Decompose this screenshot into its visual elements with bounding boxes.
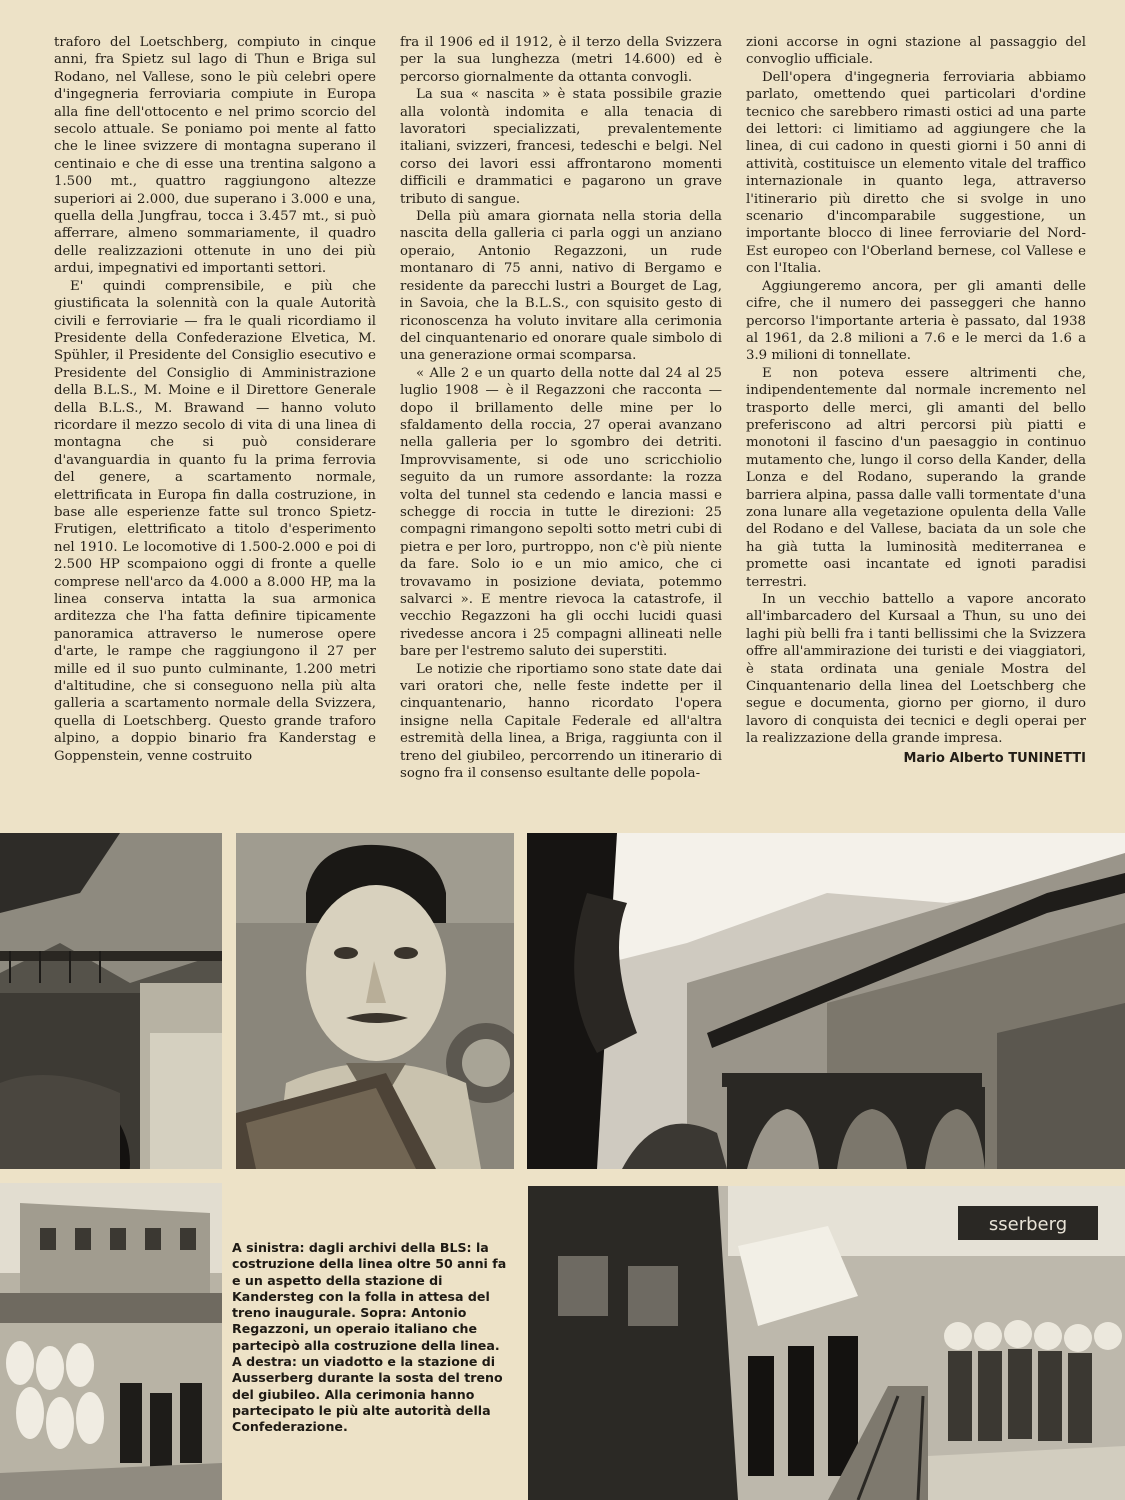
article-column-3: [746, 34, 1086, 824]
paragraph: Della più amara giornata nella storia della nascita della galleria ci parla oggi un anziano operaio, Antonio Regazzoni, un rude montanaro di 75 anni, nativo di Bergamo e residente da parecchi lustri a Bourget de Lag, in Savoia, che la B.L.S., con squisito gesto di riconoscenza ha voluto invitare alla cerimonia del cinquantenario ed onorare quale simbolo di una generazione ormai scomparsa.: [400, 209, 722, 364]
photo-kandersteg-station: [0, 1183, 222, 1500]
paragraph: E' quindi comprensibile, e più che giustificata la solennità con la quale Autorità civili e ferroviarie — fra le quali ricordiamo il Presidente della Confederazione Elvetica, M. Spühler, il Presidente del Consiglio esecutivo e Presidente del Consiglio di Amministrazione della B.L.S., M. Moine e il Direttore Generale della B.L.S., M. Brawand — hanno voluto ricordare il mezzo secolo di vita di una linea di montagna che si può considerare d'avanguardia in quanto fu la prima ferrovia del genere, a scartamento normale, elettrificata in Europa fin dalla costruzione, in base alle esperienze fatte sul tronco Spietz-Frutigen, elettrificato a titolo d'esperimento nel 1910. Le locomotive di 1.500-2.000 e poi di 2.500 HP scompaiono oggi di fronte a quelle comprese nell'arco da 4.000 a 8.000 HP, ma la linea conserva intatta la sua armonica arditezza che l'ha fatta definire tipicamente panoramica attraverso le numerose opere d'arte, le rampe che raggiungono il 27 per mille ed il suo punto culminante, 1.200 metri d'altitudine, che si conseguono nella più alta galleria a scartamento normale della Svizzera, quella di Loetschberg. Questo grande traforo alpino, a doppio binario fra Kanderstag e Goppenstein, venne costruito: [54, 278, 376, 764]
paragraph: traforo del Loetschberg, compiuto in cinque anni, fra Spietz sul lago di Thun e Briga sul Rodano, nel Vallese, sono le più celebri opere d'ingegneria ferroviaria compiute in Europa alla fine dell'ottocento e nel primo scorcio del secolo attuale. Se poniamo poi mente al fatto che le linee svizzere di montagna superano il centinaio e che di esse una trentina salgono a 1.500 mt., quattro raggiungono altezze superiori ai 2.000, due superano i 3.000 e una, quella della Jungfrau, tocca i 3.457 mt., si può afferrare, almeno sommariamente, il quadro delle realizzazioni ottenute in uno dei più ardui, impegnativi ed importanti settori.: [54, 35, 376, 277]
paragraph: zioni accorse in ogni stazione al passaggio del convoglio ufficiale.: [746, 35, 1086, 68]
paragraph: « Alle 2 e un quarto della notte dal 24 al 25 luglio 1908 — è il Regazzoni che racconta — dopo il brillamento delle mine per lo sfaldamento della roccia, 27 operai avanzano nella galleria per lo sgombro dei detriti. Improvvisamente, si ode uno scricchiolio seguito da un rumore assordante: la rozza volta del tunnel sta cedendo e lancia massi e schegge di roccia in tutte le direzioni: 25 compagni rimangono sepolti sotto metri cubi di pietra e per loro, purtroppo, non c'è più niente da fare. Solo io e un mio amico, che ci trovavamo in posizione deviata, potemmo salvarci ». E mentre rievoca la catastrofe, il vecchio Regazzoni ha gli occhi lucidi quasi rivedesse ancora i 25 compagni allineati nelle bare per l'estremo saluto dei superstiti.: [400, 365, 722, 660]
paragraph: La sua « nascita » è stata possibile grazie alla volontà indomita e alla tenacia di lavoratori specializzati, prevalentemente italiani, svizzeri, francesi, tedeschi e belgi. Nel corso dei lavori essi affrontarono momenti difficili e drammatici e pagarono un grave tributo di sangue.: [400, 87, 722, 207]
article-column-1: [54, 34, 376, 824]
paragraph: fra il 1906 ed il 1912, è il terzo della Svizzera per la sua lunghezza (metri 14.600) ed è percorso giornalmente da ottanta convogli.: [400, 35, 722, 85]
photo-ausserberg-platform: [528, 1186, 1125, 1500]
author-byline: Mario Alberto TUNINETTI: [903, 750, 1086, 766]
paragraph: Aggiungeremo ancora, per gli amanti delle cifre, che il numero dei passeggeri che hanno percorso l'importante arteria è passato, dal 1938 al 1961, da 2.8 milioni a 7.6 e le merci da 1.6 a 3.9 milioni di tonnellate.: [746, 278, 1086, 364]
photo-antonio-regazzoni: [236, 833, 514, 1169]
article-column-2: [400, 34, 722, 824]
paragraph: Dell'opera d'ingegneria ferroviaria abbiamo parlato, omettendo quei particolari d'ordine tecnico che sarebbero rimasti ostici ad una parte dei lettori: ci limitiamo ad aggiungere che la linea, di cui cadono in questi giorni i 50 anni di attività, costituisce un elemento vitale del traffico internazionale in quanto lega, attraverso l'itinerario più diretto che si svolge in uno scenario d'incomparabile suggestione, un importante blocco di linee ferroviarie del Nord-Est europeo con l'Oberland bernese, col Vallese e con l'Italia.: [746, 69, 1086, 277]
photo-viaduct-train: [527, 833, 1125, 1169]
paragraph: In un vecchio battello a vapore ancorato all'imbarcadero del Kursaal a Thun, su uno dei laghi più belli fra i tanti bellissimi che la Svizzera offre all'ammirazione dei turisti e dei viaggiatori, è stata ordinata una geniale Mostra del Cinquantenario della linea del Loetschberg che segue e documenta, giorno per giorno, il duro lavoro di conquista dei tecnici e degli operai per la realizzazione della grande impresa.: [746, 592, 1086, 747]
paragraph: Le notizie che riportiamo sono state date dai vari oratori che, nelle feste indette per il cinquantenario, hanno ricordato l'opera insigne nella Capitale Federale ed all'altra estremità della linea, a Briga, raggiunta con il treno del giubileo, percorrendo un itinerario di sogno fra il consenso esultante delle popola-: [400, 661, 722, 782]
station-sign-text: sserberg: [988, 1214, 1068, 1235]
photo-caption: A sinistra: dagli archivi della BLS: la costruzione della linea oltre 50 anni fa e un aspetto della stazione di Kandersteg con la folla in attesa del treno inaugurale. Sopra: Antonio Regazzoni, un operaio italiano che partecipò alla costruzione della linea. A destra: un viadotto e la stazione di Ausserberg durante la sosta del treno del giubileo. Alla cerimonia hanno partecipato le più alte autorità della Confederazione.: [232, 1240, 507, 1435]
paragraph: E non poteva essere altrimenti che, indipendentemente dal normale incremento nel trasporto delle merci, gli amanti del bello preferiscono ad altri percorsi più piatti e monotoni il fascino d'un paesaggio in continuo mutamento che, lungo il corso della Kander, della Lonza e del Rodano, superando la grande barriera alpina, passa dalle valli tormentate d'una zona lunare alla vegetazione opulenta della Valle del Rodano e del Vallese, baciata da un sole che ha già tutta la luminosità mediterranea e promette oasi incantate ed ignoti paradisi terrestri.: [746, 365, 1086, 590]
photo-tunnel-construction: [0, 833, 222, 1169]
